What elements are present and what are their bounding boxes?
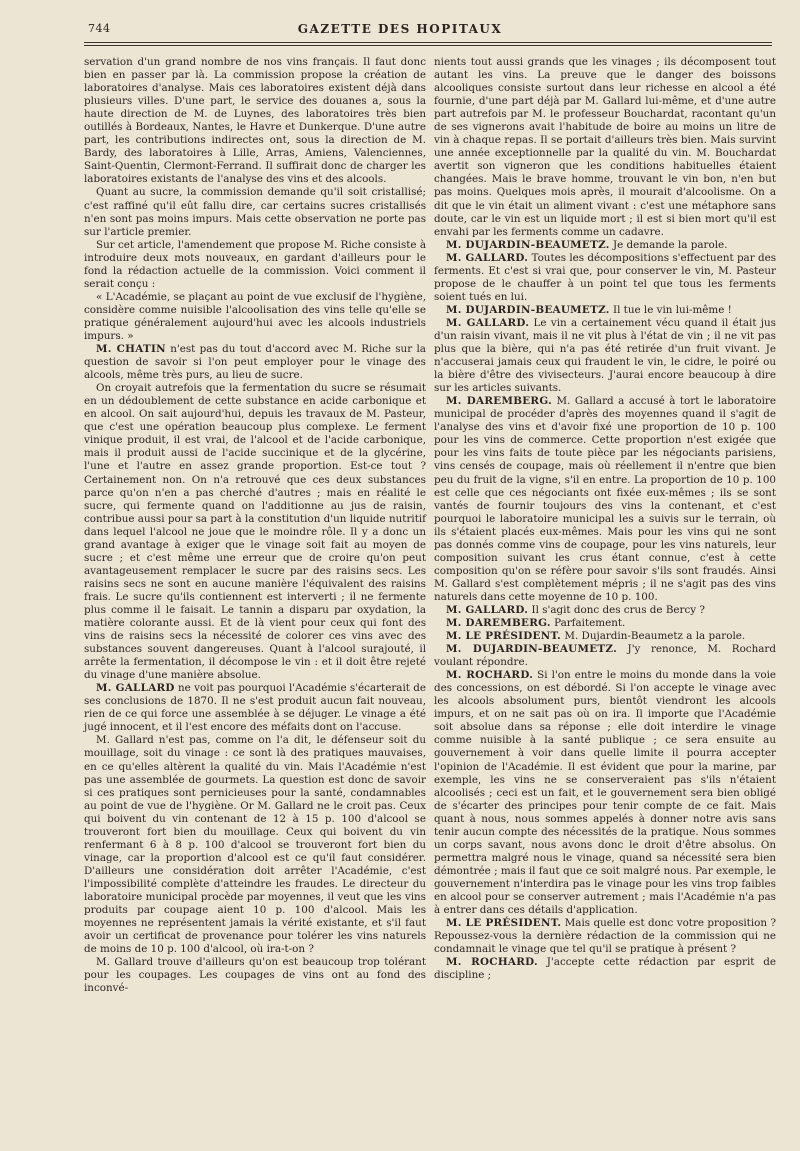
paragraph-text: nients tout aussi grands que les vinages ; ils décomposent tout autant les vins. La preuve que le danger des boissons alcooliques consiste surtout dans leur richesse en alcool a été fournie, d'une part déjà par M. Gallard lui-même, et d'une autre part autrefois par M. le professeur Bouchardat, racontant qu'un de ses vignerons avait l'habitude de boire au moins un litre de vin à chaque repas. Il se portait d'ailleurs très bien. Mais survint une année exceptionnelle par la qualité du vin. M. Bouchardat avertit son vigneron que les conditions habituelles étaient changées. Mais le brave homme, trouvant le vin bon, n'en but pas moins. Quelques mois après, il mourait d'alcoolisme. On a dit que le vin était un aliment vivant : c'est une métaphore sans doute, car le vin est un liquide mort ; il est si bien mort qu'il est envahi par les ferments comme un cadavre. <box>434 56 776 238</box>
speaker-name: M. DAREMBERG. <box>446 395 552 408</box>
speaker-name: M. DAREMBERG. <box>446 617 551 630</box>
paragraph-text: Il tue le vin lui-même ! <box>613 303 732 316</box>
paragraph <box>84 382 426 682</box>
paragraph-text: J'accepte cette rédaction par esprit de discipline ; <box>434 956 776 982</box>
paragraph-text: Le vin a certainement vécu quand il était jus d'un raisin vivant, mais il ne vit plus à l'état de vin ; il ne vit pas plus que la bière, qui n'a pas été retirée d'un fruit vivant. Je n'accuserai jamais ceux qui fraudent le vin, le cidre, le poiré ou la bière d'être des vivisecteurs. J'aurai encore beaucoup à dire sur les articles suivants. <box>434 316 776 395</box>
speaker-name: M. DUJARDIN-BEAUMETZ. <box>446 303 610 316</box>
paragraph-text: Mais quelle est donc votre proposition ? Repoussez-vous la dernière rédaction de la commission qui ne condamnait le vinage que tel qu'il se pratique à présent ? <box>434 917 776 956</box>
paragraph-text: M. Gallard n'est pas, comme on l'a dit, le défenseur soit du mouillage, soit du vinage : ce sont là des pratiques mauvaises, en ce qu'elles altèrent la qualité du vin. Mais l'Académie n'est pas une assemblée de gourmets. La question est donc de savoir si ces pratiques sont pernicieuses pour la santé, condamnables au point de vue de l'hygiène. Or M. Gallard ne le croit pas. Ceux qui boivent du vin contenant de 12 à 15 p. 100 d'alcool se trouveront fort bien du mouillage. Ceux qui boivent du vin renfermant 6 à 8 p. 100 d'alcool se trouveront fort bien du vinage, car la proportion d'alcool est ce qu'il faut considérer. D'ailleurs une considération doit arrêter l'Académie, c'est l'impossibilité complète d'atteindre les fraudes. Le directeur du laboratoire municipal procède par moyennes, il veut que les vins produits par coupage aient 10 p. 100 d'alcool. Mais les moyennes ne représentent jamais la vérité existante, et s'il faut avoir un certificat de provenance pour tolérer les vins naturels de moins de 10 p. 100 d'alcool, où ira-t-on ? <box>84 734 426 956</box>
speaker-name: M. GALLARD. <box>446 603 529 616</box>
paragraph-text: On croyait autrefois que la fermentation du sucre se résumait en un dédoublement de cette substance en acide carbonique et en alcool. On sait aujourd'hui, depuis les travaux de M. Pasteur, que c'est une opération beaucoup plus complexe. Le ferment vinique produit, il est vrai, de l'alcool et de l'acide carbonique, mais il produit aussi de l'acide succinique et de la glycérine, l'une et l'autre en assez grande proportion. Est-ce tout ? Certainement non. On n'a retrouvé que ces deux substances parce qu'on n'en a pas cherché d'autres ; mais en réalité le sucre, qui fermente quand on l'additionne au jus de raisin, contribue aussi pour sa part à la constitution d'un liquide nutritif dans lequel l'alcool ne joue que le moindre rôle. Il y a donc un grand avantage à exiger que le vinage soit fait au moyen de sucre ; et c'est même une erreur que de croire qu'on peut avantageusement remplacer le sucre par des raisins secs. Les raisins secs ne sont en aucune manière l'équivalent des raisins frais. Le sucre qu'ils contiennent est interverti ; il ne fermente plus comme il le faisait. Le tannin a disparu par oxydation, la matière colorante aussi. Et de là vient pour ceux qui font des vins de raisins secs la nécessité de colorer ces vins avec des substances souvent dangereuses. Quant à l'alcool surajouté, il arrête la fermentation, il décompose le vin : et il doit être rejeté du vinage d'une manière absolue. <box>84 382 426 682</box>
speaker-name: M. GALLARD <box>96 682 175 695</box>
paragraph <box>434 239 776 252</box>
paragraph-text: J'y renonce, M. Rochard voulant répondre. <box>434 643 776 669</box>
paragraph-text: n'est pas du tout d'accord avec M. Riche sur la question de savoir si l'on peut employer pour le vinage des alcools, même très purs, au lieu de sucre. <box>84 343 426 382</box>
paragraph <box>434 317 776 395</box>
speaker-name: M. LE PRÉSIDENT. <box>446 630 562 643</box>
paragraph-text: Je demande la parole. <box>613 238 728 251</box>
paragraph <box>434 669 776 917</box>
paragraph <box>84 682 426 734</box>
speaker-name: M. ROCHARD. <box>446 956 538 969</box>
paragraph <box>434 604 776 617</box>
paragraph-text: M. Dujardin-Beaumetz a la parole. <box>564 630 746 643</box>
paragraph <box>434 643 776 669</box>
left-column <box>84 56 426 995</box>
paragraph-text: M. Gallard a accusé à tort le laboratoire municipal de procéder d'après des moyennes quand il s'agit de l'analyse des vins et d'avoir fixé une proportion de 10 p. 100 pour les vins de commerce. Cette proportion n'est exigée que pour les vins faits de toute pièce par les négociants parisiens, vins censés de coupage, mais où réellement il n'entre que bien peu du fruit de la vigne, s'il en entre. La proportion de 10 p. 100 est celle que ces négociants ont fixée eux-mêmes ; ils se sont vantés de fournir toujours des vins la contenant, et c'est pourquoi le laboratoire municipal les a suivis sur le terrain, où ils s'étaient placés eux-mêmes. Mais pour les vins qui ne sont pas donnés comme vins de coupage, pour les vins naturels, leur composition suivant les crus étant connue, c'est à cette composition qu'on se réfère pour savoir s'ils sont fraudés. Ainsi M. Gallard s'est complètement mépris ; il ne s'agit pas des vins naturels dans cette moyenne de 10 p. 100. <box>434 395 776 603</box>
paragraph <box>434 956 776 982</box>
paragraph-text: Parfaitement. <box>554 617 626 630</box>
paragraph <box>84 734 426 956</box>
paragraph <box>434 56 776 239</box>
paragraph-text: Toutes les décompositions s'effectuent par des ferments. Et c'est si vrai que, pour conserver le vin, M. Pasteur propose de le chauffer à un point tel que tous les ferments soient tués en lui. <box>434 251 777 303</box>
speaker-name: M. ROCHARD. <box>446 669 534 682</box>
paragraph-text: Si l'on entre le moins du monde dans la voie des concessions, on est débordé. Si l'on accepte le vinage avec les alcools absolument purs, bientôt viendront les alcools impurs, et on ne sait pas où on ira. Il importe que l'Académie soit absolue dans sa réponse ; elle doit interdire le vinage comme nuisible à la santé publique ; ce sera ensuite au gouvernement à voir dans quelle limite il pourra accepter l'opinion de l'Académie. Il est évident que pour la marine, par exemple, les vins ne se conserveraient pas s'ils n'étaient alcoolisés ; ceci est un fait, et le gouvernement sera bien obligé de s'écarter des principes pour tenir compte de ce fait. Mais quant à nous, nous sommes appelés à donner notre avis sans tenir aucun compte des nécessités de la pratique. Nous sommes un corps savant, nous avons donc le droit d'être absolus. On permettra malgré nous le vinage, quand sa nécessité sera bien démontrée ; mais il faut que ce soit malgré nous. Par exemple, le gouvernement n'interdira pas le vinage pour les vins trop faibles en alcool pour se conserver autrement ; mais l'Académie n'a pas à entrer dans ces détails d'application. <box>434 669 776 917</box>
speaker-name: M. GALLARD. <box>446 251 529 264</box>
paragraph <box>84 186 426 238</box>
paragraph <box>434 252 776 304</box>
paragraph-text: servation d'un grand nombre de nos vins français. Il faut donc bien en passer par là. La commission propose la création de laboratoires d'analyse. Mais ces laboratoires existent déjà dans plusieurs villes. D'une part, le service des douanes a, sous la haute direction de M. de Luynes, des laboratoires très bien outillés à Bordeaux, Nantes, le Havre et Dunkerque. D'une autre part, les contributions indirectes ont, sous la direction de M. Bardy, des laboratoires à Lille, Arras, Amiens, Valenciennes, Saint-Quentin, Clermont-Ferrand. Il suffirait donc de charger les laboratoires existants de l'analyse des vins et des alcools. <box>84 56 426 186</box>
paragraph-text: Quant au sucre, la commission demande qu'il soit cristallisé; c'est raffiné qu'il eût fallu dire, car certains sucres cristallisés n'en sont pas moins impurs. Mais cette observation ne porte pas sur l'article premier. <box>84 186 426 238</box>
paragraph <box>84 956 426 995</box>
paragraph-text: M. Gallard trouve d'ailleurs qu'on est beaucoup trop tolérant pour les coupages. Les coupages de vins ont au fond des inconvé- <box>84 956 426 995</box>
paragraph <box>84 56 426 186</box>
speaker-name: M. GALLARD. <box>446 316 530 329</box>
paragraph-text: « L'Académie, se plaçant au point de vue exclusif de l'hygiène, considère comme nuisible l'alcoolisation des vins telle qu'elle se pratique généralement aujourd'hui avec les alcools industriels impurs. » <box>84 290 426 342</box>
right-column <box>434 56 776 982</box>
paragraph <box>84 291 426 343</box>
speaker-name: M. DUJARDIN-BEAUMETZ. <box>446 643 617 656</box>
running-head: GAZETTE DES HOPITAUX <box>297 22 503 36</box>
speaker-name: M. DUJARDIN-BEAUMETZ. <box>446 238 610 251</box>
paragraph-text: Il s'agit donc des crus de Bercy ? <box>531 603 705 616</box>
paragraph <box>84 239 426 291</box>
page-number: 744 <box>88 22 111 35</box>
paragraph <box>434 395 776 604</box>
speaker-name: M. CHATIN <box>96 343 166 356</box>
paragraph-text: ne voit pas pourquoi l'Académie s'écarterait de ses conclusions de 1870. Il ne s'est produit aucun fait nouveau, rien de ce qui force une assemblée à se déjuger. Le vinage a été jugé innocent, et il l'est encore des méfaits dont on l'accuse. <box>84 682 426 734</box>
paragraph <box>434 630 776 643</box>
paragraph <box>84 343 426 382</box>
paragraph <box>434 304 776 317</box>
paragraph <box>434 617 776 630</box>
paragraph <box>434 917 776 956</box>
speaker-name: M. LE PRÉSIDENT. <box>446 917 562 930</box>
paragraph-text: Sur cet article, l'amendement que propose M. Riche consiste à introduire deux mots nouveaux, en gardant d'ailleurs pour le fond la rédaction actuelle de la commission. Voici comment il serait conçu : <box>84 238 426 290</box>
header-rule <box>84 42 772 46</box>
